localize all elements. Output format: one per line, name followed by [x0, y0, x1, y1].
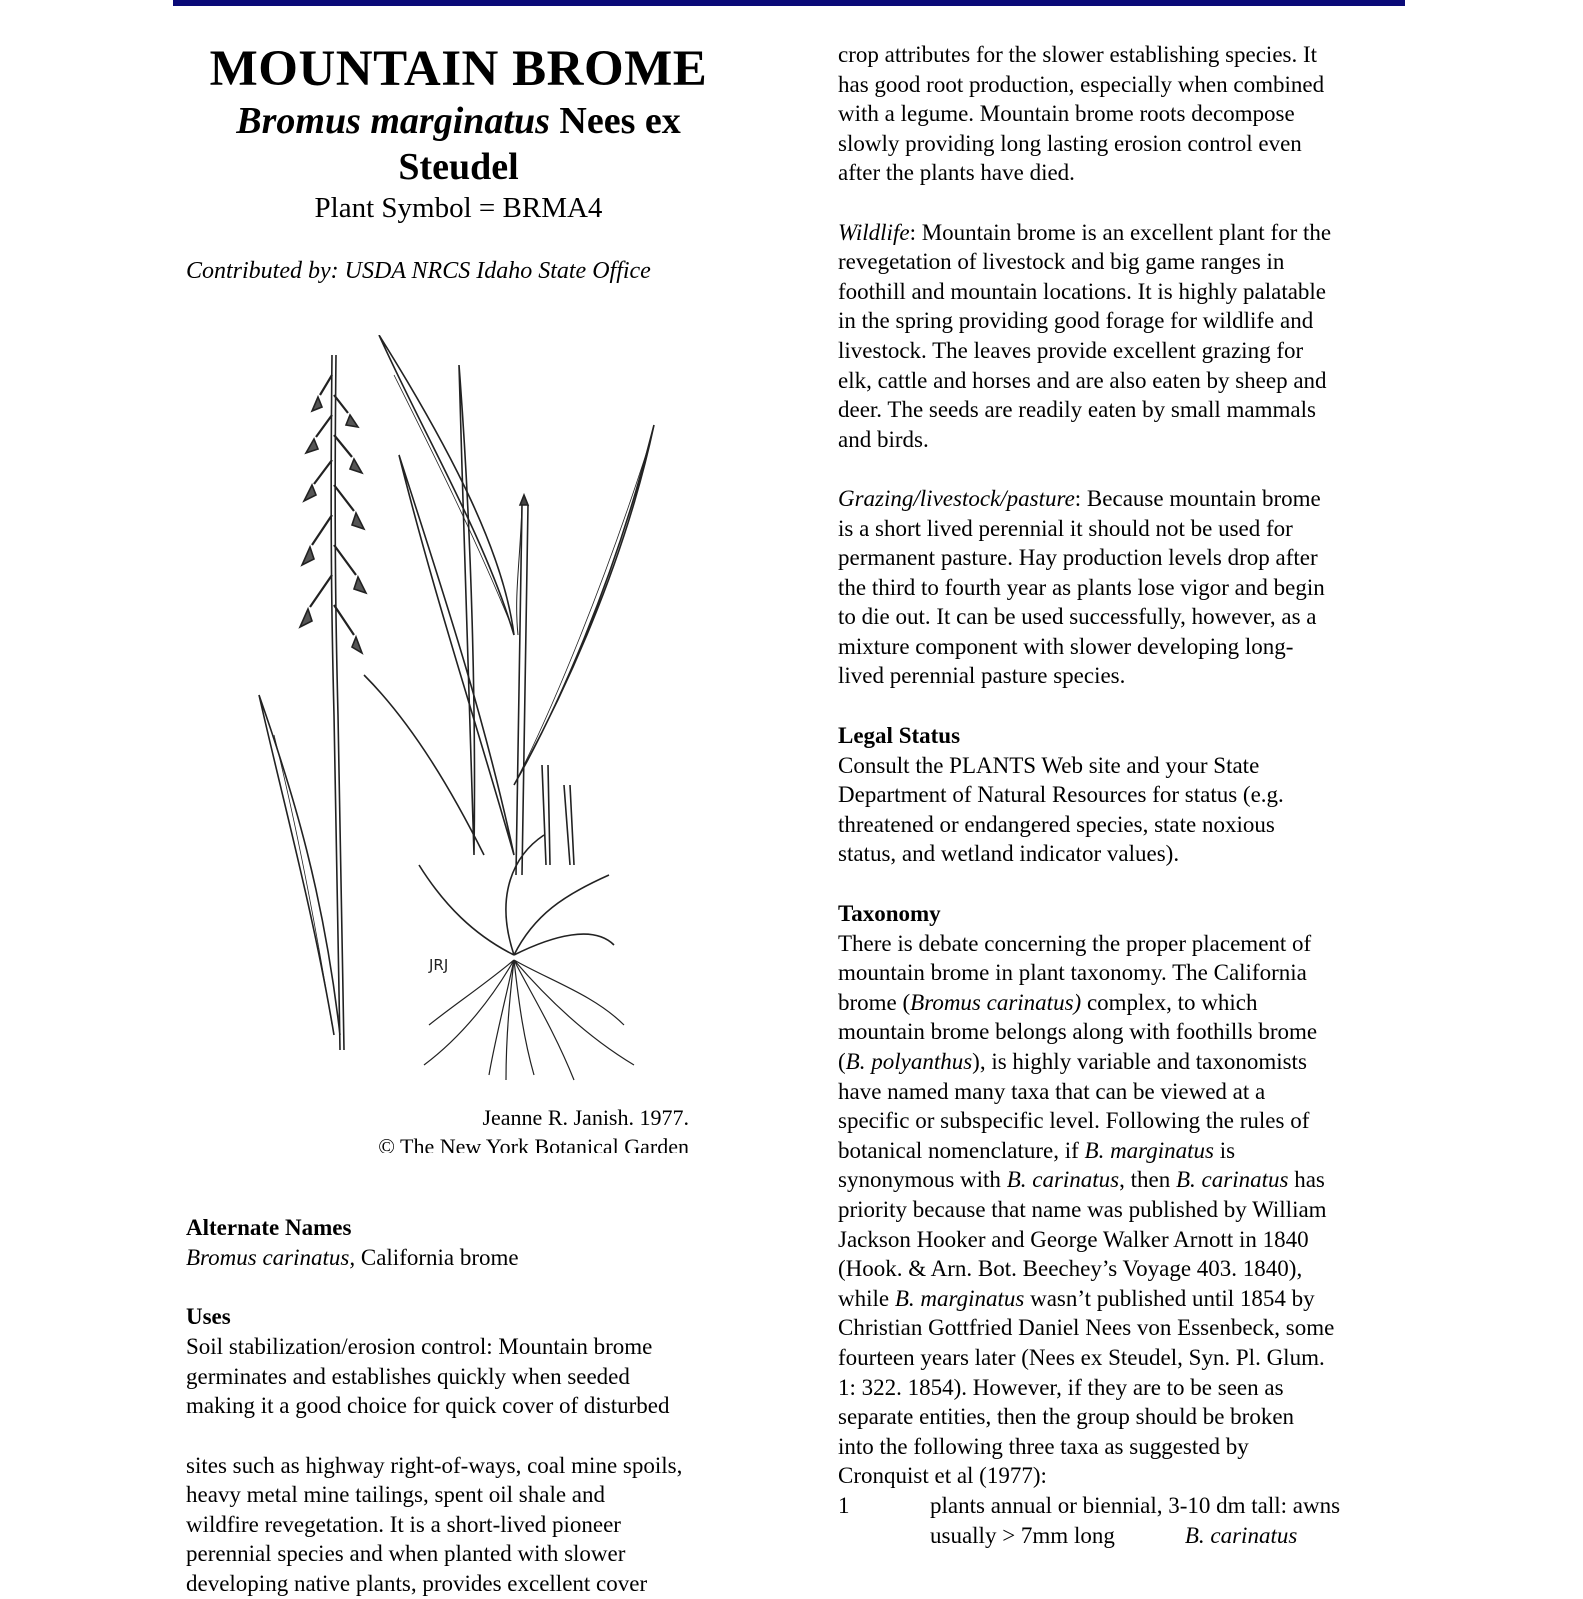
grazing-label: Grazing/livestock/pasture: [838, 485, 1075, 511]
text-line: There is debate concerning the proper placement of: [838, 930, 1312, 956]
text-line: 1: 322. 1854). However, if they are to be seen as: [838, 1374, 1284, 1400]
text-line: mountain brome belongs along with foothills brome: [838, 1019, 1318, 1045]
uses-paragraph-2: [186, 1451, 756, 1599]
text-line: deer. The seeds are readily eaten by small mammals: [838, 397, 1316, 423]
scientific-author-1: Nees ex: [549, 100, 681, 142]
text-run: complex, to which: [1081, 989, 1258, 1015]
text-line: Soil stabilization/erosion control: Mountain brome: [186, 1334, 653, 1360]
uses-heading: Uses: [186, 1304, 231, 1330]
wildlife-label: Wildlife: [838, 219, 910, 245]
text-line: threatened or endangered species, state noxious: [838, 811, 1275, 837]
text-line: Jackson Hooker and George Walker Arnott in 1840: [838, 1226, 1309, 1252]
text-line: wildfire revegetation. It is a short-lived pioneer: [186, 1511, 621, 1537]
text-line: plants annual or biennial, 3-10 dm tall: awns: [930, 1492, 1341, 1518]
text-line: permanent pasture. Hay production levels drop after: [838, 545, 1318, 571]
text-line: Cronquist et al (1977):: [838, 1463, 1047, 1489]
text-line: in the spring providing good forage for wildlife and: [838, 308, 1314, 334]
alternate-names-heading: Alternate Names: [186, 1215, 352, 1240]
text-line: sites such as highway right-of-ways, coal mine spoils,: [186, 1452, 683, 1478]
text-line: specific or subspecific level. Following the rules of: [838, 1108, 1310, 1134]
taxonomy-paragraph: [838, 929, 1408, 1491]
text-run: (: [838, 1049, 846, 1074]
text-line: have named many taxa that can be viewed at a: [838, 1078, 1266, 1104]
text-line: status, and wetland indicator values).: [838, 841, 1180, 867]
text-run: is: [1214, 1137, 1236, 1163]
text-line: [838, 1284, 1408, 1314]
text-line: separate entities, then the group should be broken: [838, 1404, 1295, 1430]
text-line: priority because that name was published by William: [838, 1196, 1327, 1222]
text-line: [838, 218, 1408, 248]
text-run: botanical nomenclature, if: [838, 1137, 1085, 1163]
key-text: [930, 1491, 1400, 1550]
page-title: MOUNTAIN BROME: [209, 41, 708, 97]
text-run-italic: B. carinatus: [1006, 1167, 1120, 1193]
text-line: mixture component with slower developing long-: [838, 633, 1294, 659]
text-run-italic: B. polyanthus: [845, 1049, 973, 1074]
text-line: the third to fourth year as plants lose vigor and begin: [838, 574, 1325, 600]
text-line: [838, 484, 1408, 514]
text-line: [838, 1136, 1408, 1166]
text-line: revegetation of livestock and big game ranges in: [838, 249, 1285, 275]
text-line: [930, 1521, 1400, 1551]
text-line: [838, 1165, 1408, 1195]
text-line: foothill and mountain locations. It is highly palatable: [838, 278, 1327, 304]
text-line: is a short lived perennial it should not be used for: [838, 515, 1293, 541]
text-run: brome (: [838, 989, 911, 1015]
scientific-name-italic: Bromus marginatus: [236, 100, 550, 142]
text-line: slowly providing long lasting erosion control even: [838, 130, 1302, 156]
key-taxon-italic: B. carinatus: [1184, 1522, 1298, 1548]
text-run-italic: B. marginatus: [1084, 1137, 1215, 1163]
text-line: to die out. It can be used successfully, however, as a: [838, 604, 1317, 630]
text-run: wasn’t published until 1854 by: [1024, 1285, 1315, 1311]
legal-status-paragraph: [838, 751, 1408, 869]
text-line: making it a good choice for quick cover of disturbed: [186, 1393, 670, 1419]
alternate-name-italic: Bromus carinatus,: [186, 1245, 356, 1270]
caption-line-2: © The New York Botanical Garden: [378, 1134, 689, 1153]
text-run: has: [1288, 1167, 1325, 1193]
top-rule: [173, 0, 1405, 6]
grazing-paragraph: [838, 484, 1408, 691]
text-run-italic: Bromus carinatus): [910, 989, 1082, 1015]
text-line: into the following three taxa as suggested by: [838, 1433, 1249, 1459]
text-line: germinates and establishes quickly when seeded: [186, 1363, 630, 1389]
contributed-by: Contributed by: USDA NRCS Idaho State Office: [186, 258, 651, 284]
title-block: [186, 40, 731, 226]
alternate-name-plain: California brome: [355, 1245, 519, 1270]
text-line: [838, 1047, 1408, 1077]
lower-left-section: [186, 1213, 756, 1599]
text-line: heavy metal mine tailings, spent oil shale and: [186, 1482, 606, 1508]
text-line: elk, cattle and horses and are also eaten by sheep and: [838, 367, 1327, 393]
text-run: while: [838, 1285, 895, 1311]
text-line: with a legume. Mountain brome roots decompose: [838, 101, 1295, 127]
caption-line-1: Jeanne R. Janish. 1977.: [482, 1105, 689, 1130]
text-run: , then: [1119, 1167, 1176, 1193]
text-run-italic: B. marginatus: [894, 1285, 1025, 1311]
alternate-names-text: [186, 1243, 756, 1273]
text-line: developing native plants, provides excellent cover: [186, 1570, 648, 1596]
illustration-caption: [186, 1103, 689, 1153]
illustrator-signature: JRJ: [429, 956, 449, 974]
text-line: [838, 988, 1408, 1018]
wildlife-first-line: : Mountain brome is an excellent plant for the: [909, 219, 1332, 245]
plant-symbol: Plant Symbol = BRMA4: [314, 192, 603, 224]
text-line: after the plants have died.: [838, 160, 1075, 186]
text-line: lived perennial pasture species.: [838, 663, 1126, 689]
text-line: (Hook. & Arn. Bot. Beechey’s Voyage 403. 1840),: [838, 1256, 1303, 1282]
text-line: Consult the PLANTS Web site and your State: [838, 752, 1260, 778]
taxonomy-key-entry: [838, 1491, 1408, 1550]
left-column: [186, 40, 756, 286]
intro-paragraph: [838, 40, 1408, 188]
grazing-first-line: : Because mountain brome: [1074, 485, 1321, 511]
key-number: 1: [838, 1492, 850, 1518]
text-line: and birds.: [838, 426, 929, 452]
grass-illustration-icon: [214, 335, 690, 1100]
text-line: Christian Gottfried Daniel Nees von Essenbeck, some: [838, 1315, 1335, 1341]
text-line: livestock. The leaves provide excellent grazing for: [838, 337, 1304, 363]
scientific-author-2: Steudel: [398, 146, 519, 188]
uses-paragraph-1: [186, 1332, 756, 1421]
text-line: has good root production, especially when combined: [838, 71, 1325, 97]
text-line: perennial species and when planted with slower: [186, 1541, 626, 1567]
text-line: mountain brome in plant taxonomy. The California: [838, 960, 1307, 986]
text-run: usually > 7mm long: [930, 1522, 1115, 1548]
text-line: fourteen years later (Nees ex Steudel, Syn. Pl. Glum.: [838, 1344, 1325, 1370]
text-line: crop attributes for the slower establishing species. It: [838, 42, 1318, 67]
text-run: ), is highly variable and taxonomists: [972, 1049, 1307, 1074]
legal-status-heading: Legal Status: [838, 722, 961, 748]
text-run: synonymous with: [838, 1167, 1007, 1193]
scientific-name: [186, 98, 731, 144]
wildlife-paragraph: [838, 218, 1408, 455]
taxonomy-heading: Taxonomy: [838, 900, 941, 926]
text-line: Department of Natural Resources for status (e.g.: [838, 782, 1284, 808]
text-run-italic: B. carinatus: [1176, 1167, 1289, 1193]
right-column: [838, 40, 1408, 1550]
